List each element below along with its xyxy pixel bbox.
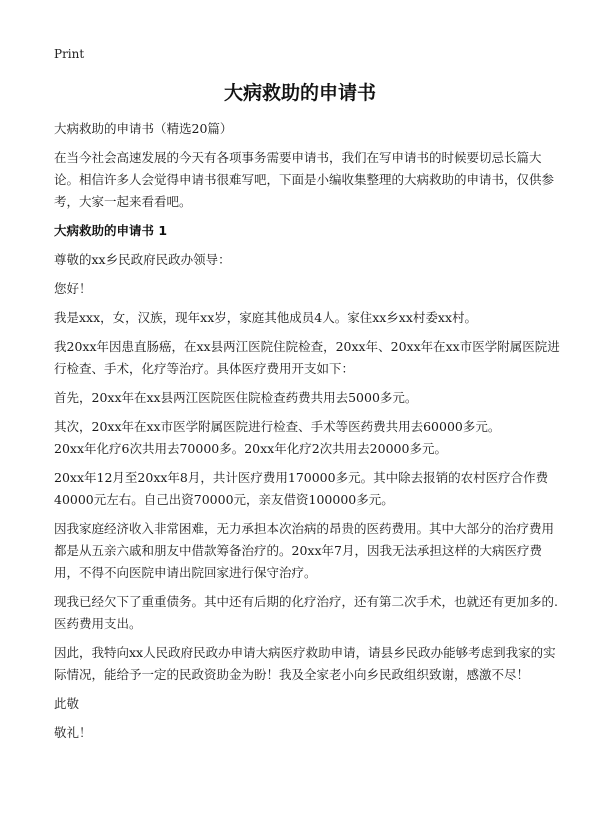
section-heading: 大病救助的申请书 1 (54, 223, 168, 238)
body-paragraph: 首先，20xx年在xx县两江医院医住院检查药费共用去5000多元。 (54, 390, 418, 405)
salutation: 尊敬的xx乡民政府民政办领导： (54, 252, 231, 267)
body-paragraph: 因此，我特向xx人民政府民政办申请大病医疗救助申请，请县乡民政办能够考虑到我家的实际情况，能给予一定的民政资助金为盼！我及全家老小向乡民政组织致谢，感激不尽！ (54, 645, 556, 682)
body-paragraph: 我是xxx，女，汉族，现年xx岁，家庭其他成员4人。家住xx乡xx村委xx村。 (54, 310, 477, 325)
greeting: 您好！ (54, 281, 92, 296)
closing-salute: 敬礼！ (54, 725, 92, 740)
document-subtitle: 大病救助的申请书（精选20篇） (54, 121, 233, 136)
document-body (54, 118, 564, 744)
closing-line: 此敬 (54, 696, 80, 711)
body-paragraph: 其次，20xx年在xx市医学附属医院进行检查、手术等医药费共用去60000多元。 (54, 419, 501, 434)
body-paragraph: 20xx年化疗6次共用去70000多。20xx年化疗2次共用去20000多元。 (54, 441, 447, 456)
page-title: 大病救助的申请书 (223, 82, 376, 104)
intro-paragraph: 在当今社会高速发展的今天有各项事务需要申请书，我们在写申请书的时候要切忌长篇大论。相信许多人会觉得申请书很难写吧，下面是小编收集整理的大病救助的申请书，仅供参考，大家一起来看看吧。 (54, 150, 555, 209)
body-paragraph: 我20xx年因患直肠癌，在xx县两江医院住院检查，20xx年、20xx年在xx市医学附属医院进行检查、手术，化疗等治疗。具体医疗费用开支如下： (54, 339, 560, 376)
body-paragraph: 因我家庭经济收入非常困难，无力承担本次治病的昂贵的医药费用。其中大部分的治疗费用都是从五亲六戚和朋友中借款筹备治疗的。20xx年7月，因我无法承担这样的大病医疗费用，不得不向医院申请出院回家进行保守治疗。 (54, 521, 555, 580)
body-paragraph: 现我已经欠下了重重债务。其中还有后期的化疗治疗，还有第二次手术，也就还有更加多的.医药费用支出。 (54, 594, 558, 631)
print-link[interactable]: Print (54, 47, 85, 61)
body-paragraph: 20xx年12月至20xx年8月，共计医疗费用170000多元。其中除去报销的农村医疗合作费40000元左右。自己出资70000元，亲友借资100000多元。 (54, 470, 549, 507)
